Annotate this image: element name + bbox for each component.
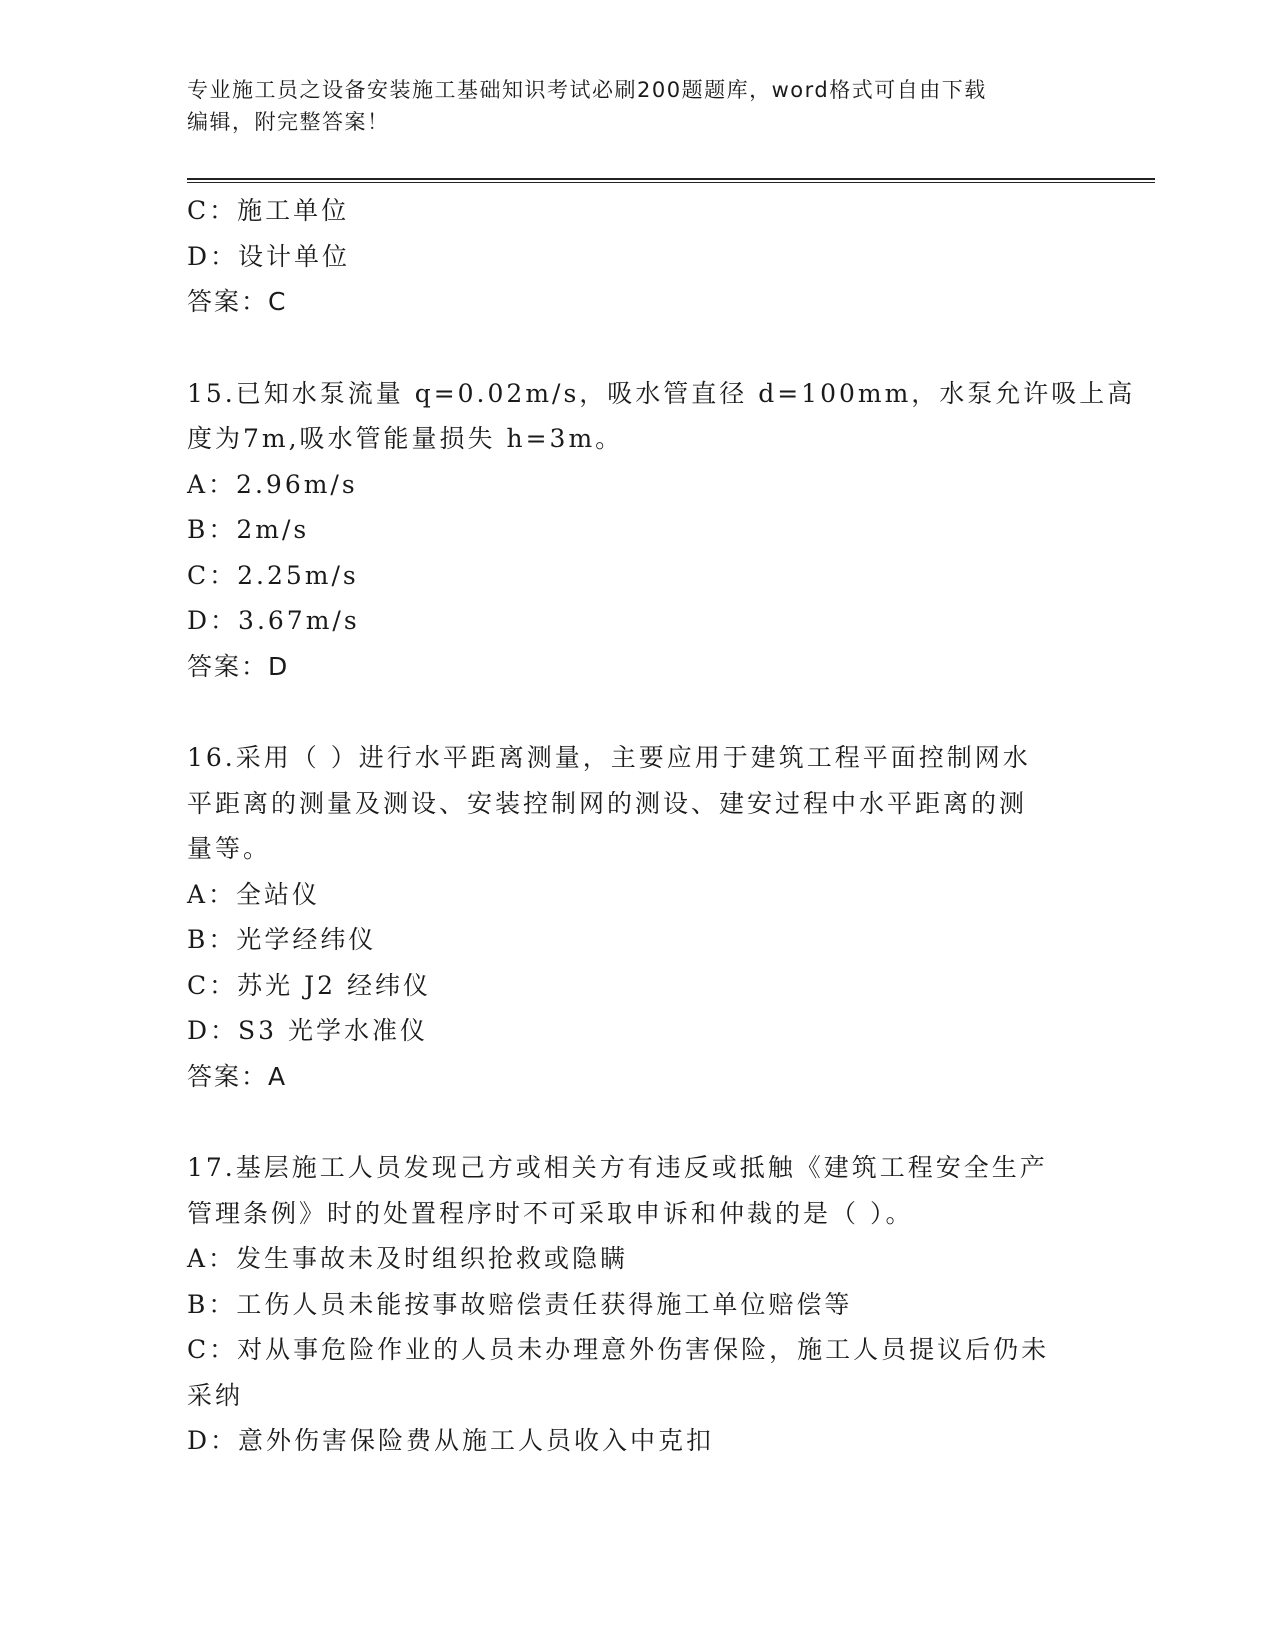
q16-answer: 答案：A [187,1061,288,1091]
spacer [187,689,1087,735]
q15-stem-line-1: 15.已知水泵流量 q=0.02m/s，吸水管直径 d=100mm，水泵允许吸上高 [187,378,1136,408]
question-14-fragment [187,188,1087,325]
q16-option-a: A：全站仪 [187,879,321,909]
header-divider [187,178,1155,183]
q14-option-d: D：设计单位 [187,241,351,271]
spacer [187,325,1087,371]
q17-option-c-line-1: C：对从事危险作业的人员未办理意外伤害保险，施工人员提议后仍未 [187,1335,1050,1364]
question-16 [187,735,1087,1099]
q14-answer: 答案：C [187,287,288,316]
q16-option-c: C：苏光 J2 经纬仪 [187,970,431,1000]
q14-option-c: C：施工单位 [187,196,350,225]
q16-stem-line-2: 平距离的测量及测设、安装控制网的测设、建安过程中水平距离的测 [187,788,1028,818]
question-15 [187,371,1136,690]
q15-option-d: D：3.67m/s [187,606,360,635]
header-line-2: 编辑，附完整答案！ [187,110,390,134]
q17-option-a: A：发生事故未及时组织抢救或隐瞒 [187,1244,629,1273]
q16-stem-line-3: 量等。 [187,834,272,863]
page-header [187,74,1067,138]
q15-option-c: C：2.25m/s [187,560,359,590]
header-line-1: 专业施工员之设备安装施工基础知识考试必刷200题题库，word格式可自由下载 [187,78,987,102]
q16-stem-line-1: 16.采用（ ）进行水平距离测量，主要应用于建筑工程平面控制网水 [187,743,1031,772]
document-body [187,188,1136,1464]
q17-option-d: D：意外伤害保险费从施工人员收入中克扣 [187,1426,715,1455]
q17-option-b: B：工伤人员未能按事故赔偿责任获得施工单位赔偿等 [187,1289,853,1319]
q16-option-d: D：S3 光学水准仪 [187,1016,429,1045]
question-17 [187,1145,1087,1464]
spacer [187,1099,1087,1145]
q17-stem-line-1: 17.基层施工人员发现己方或相关方有违反或抵触《建筑工程安全生产 [187,1153,1048,1182]
q15-answer: 答案：D [187,651,290,681]
q15-stem-line-2: 度为7m,吸水管能量损失 h=3m。 [187,424,624,453]
q17-stem-line-2: 管理条例》时的处置程序时不可采取申诉和仲裁的是（ ）。 [187,1198,914,1228]
q17-option-c-line-2: 采纳 [187,1380,244,1410]
q16-option-b: B：光学经纬仪 [187,925,377,954]
q15-option-a: A：2.96m/s [187,469,358,499]
q15-option-b: B：2m/s [187,515,310,544]
